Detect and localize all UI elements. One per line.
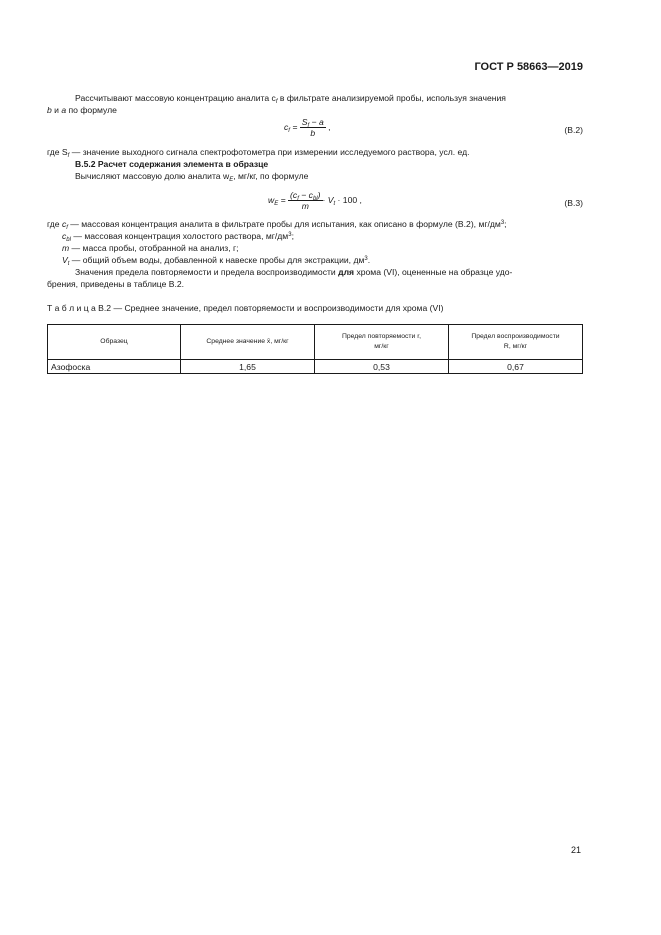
- definition-cbl: $c_{bl}$ — массовая концентрация холостого раствора, $мг/дм^3$;: [62, 231, 294, 243]
- cell-mean: 1,65: [181, 360, 315, 374]
- equation-number-b3: (B.3): [564, 198, 583, 208]
- formula-b3: $w_E$ = $\frac{(c_f - c_{bl})}{m}$ · $V_t \cdot 100$ ,: [268, 190, 362, 211]
- formula-b3-fraction: $\frac{(c_f - c_{bl})}{m}$: [290, 190, 321, 211]
- table-header-row: [48, 325, 583, 360]
- cell-repeatability: 0,53: [315, 360, 449, 374]
- paragraph-limits-line2: брения, приведены в таблице B.2.: [47, 279, 185, 289]
- formula-b2-fraction: $\frac{S_f - a}{b}$: [301, 117, 324, 138]
- paragraph-intro-line2: b и a по формуле: [47, 105, 117, 115]
- equation-number-b2: (B.2): [564, 125, 583, 135]
- document-id: ГОСТ Р 58663—2019: [474, 61, 583, 73]
- paragraph-limits-line1: Значения предела повторяемости и предела воспроизводимости для хрома (VI), оцененные на образце удо-: [75, 267, 513, 277]
- cell-sample: Азофоска: [48, 360, 181, 374]
- formula-b2: $c_f$ = $\frac{S_f - a}{b}$ ,: [284, 117, 331, 138]
- header-mean: Среднее значение x̄, мг/кг: [181, 325, 315, 360]
- definition-vt: $V_t$ — общий объем воды, добавленной к навеске пробы для экстракции, $дм^3$.: [62, 255, 371, 267]
- table-row: [48, 360, 583, 374]
- paragraph-mass-fraction: Вычисляют массовую долю аналита $w_E$, мг/кг, по формуле: [75, 171, 309, 183]
- paragraph-intro-line1: Рассчитывают массовую концентрацию аналита $c_f$ в фильтрате анализируемой пробы, используя значения: [75, 93, 506, 105]
- page-number: 21: [570, 845, 581, 855]
- section-title: B.5.2 Расчет содержания элемента в образце: [75, 159, 269, 169]
- definition-m: m — масса пробы, отобранной на анализ, г;: [62, 243, 239, 253]
- definition-sf: где $S_f$ — значение выходного сигнала спектрофотометра при измерении исследуемого раствора, усл. ед.: [47, 147, 470, 159]
- definition-cf: где $c_f$ — массовая концентрация аналита в фильтрате пробы для испытания, как описано в формуле (B.2), $мг/дм^3$;: [47, 219, 507, 231]
- header-reproducibility: Предел воспроизводимости R, мг/кг: [449, 325, 583, 360]
- header-repeatability: Предел повторяемости r, мг/кг: [315, 325, 449, 360]
- cell-reproducibility: 0,67: [449, 360, 583, 374]
- header-sample: Образец: [48, 325, 181, 360]
- table-caption: Т а б л и ц а B.2 — Среднее значение, предел повторяемости и воспроизводимости для хрома (VI): [47, 303, 444, 313]
- results-table: [47, 324, 583, 374]
